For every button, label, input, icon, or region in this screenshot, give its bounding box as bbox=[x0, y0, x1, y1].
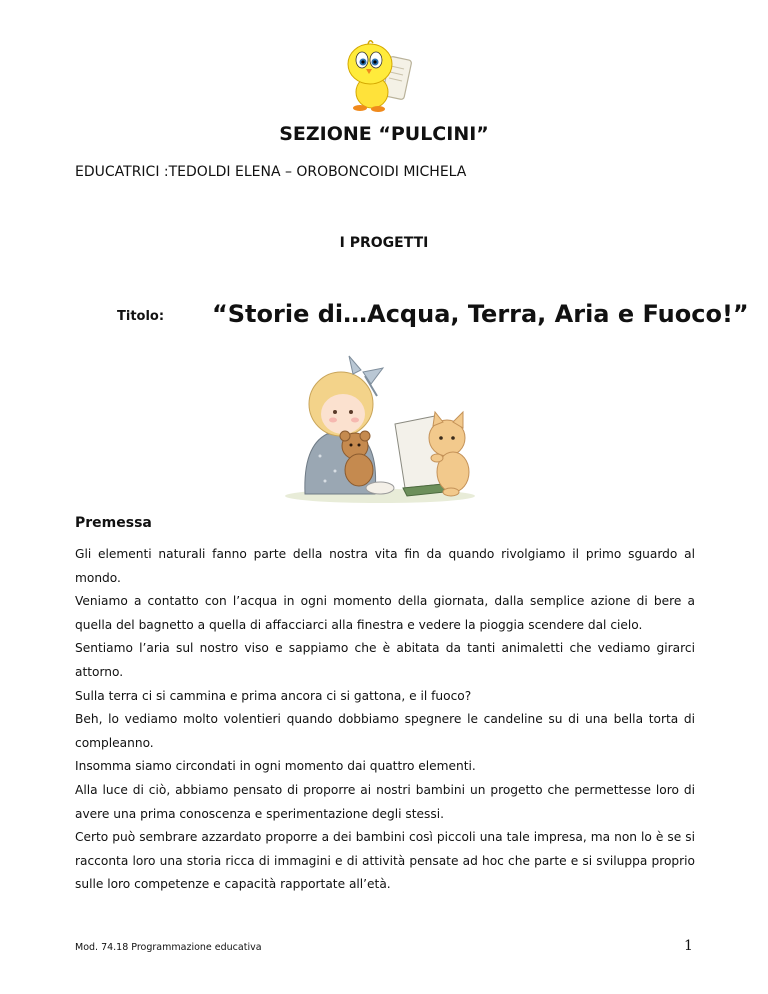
paragraph: Alla luce di ciò, abbiamo pensato di proporre ai nostri bambini un progetto che permettesse loro di avere una prima conoscenza e sperimentazione degli stessi. bbox=[75, 782, 695, 821]
paragraph: Veniamo a contatto con l’acqua in ogni momento della giornata, dalla semplice azione di bere a quella del bagnetto a quella di affacciarci alla finestra e vedere la pioggia scendere dal cielo. bbox=[75, 594, 695, 632]
title-label: Titolo: bbox=[117, 309, 165, 324]
chick-illustration bbox=[338, 36, 418, 116]
paragraph: Sentiamo l’aria sul nostro viso e sappiamo che è abitata da tanti animaletti che vediamo girarci attorno. bbox=[75, 641, 695, 679]
paragraph: Beh, lo vediamo molto volentieri quando dobbiamo spegnere le candeline su di una bella torta di compleanno. bbox=[75, 712, 695, 750]
projects-heading: I PROGETTI bbox=[339, 235, 429, 251]
premessa-body bbox=[75, 543, 695, 897]
girl-with-teddy-illustration bbox=[275, 346, 490, 506]
project-title: “Storie di…Acqua, Terra, Aria e Fuoco!” bbox=[212, 300, 749, 328]
paragraph: Sulla terra ci si cammina e prima ancora ci si gattona, e il fuoco? bbox=[75, 688, 472, 703]
paragraph: Certo può sembrare azzardato proporre a dei bambini così piccoli una tale impresa, ma non lo è se si racconta loro una storia ricca di immagini e di attività pensate ad hoc che parte e si sviluppa proprio sulle loro competenze e capacità rapportate all’età. bbox=[75, 830, 695, 892]
teachers-line: EDUCATRICI :TEDOLDI ELENA – OROBONCOIDI MICHELA bbox=[75, 164, 467, 180]
paragraph: Gli elementi naturali fanno parte della nostra vita fin da quando rivolgiamo il primo sguardo al mondo. bbox=[75, 547, 695, 585]
paragraph: Insomma siamo circondati in ogni momento dai quattro elementi. bbox=[75, 759, 476, 774]
page-number: 1 bbox=[684, 938, 693, 954]
premessa-heading: Premessa bbox=[75, 515, 152, 531]
section-title: SEZIONE “PULCINI” bbox=[279, 123, 489, 145]
footer-document-code: Mod. 74.18 Programmazione educativa bbox=[75, 942, 262, 953]
